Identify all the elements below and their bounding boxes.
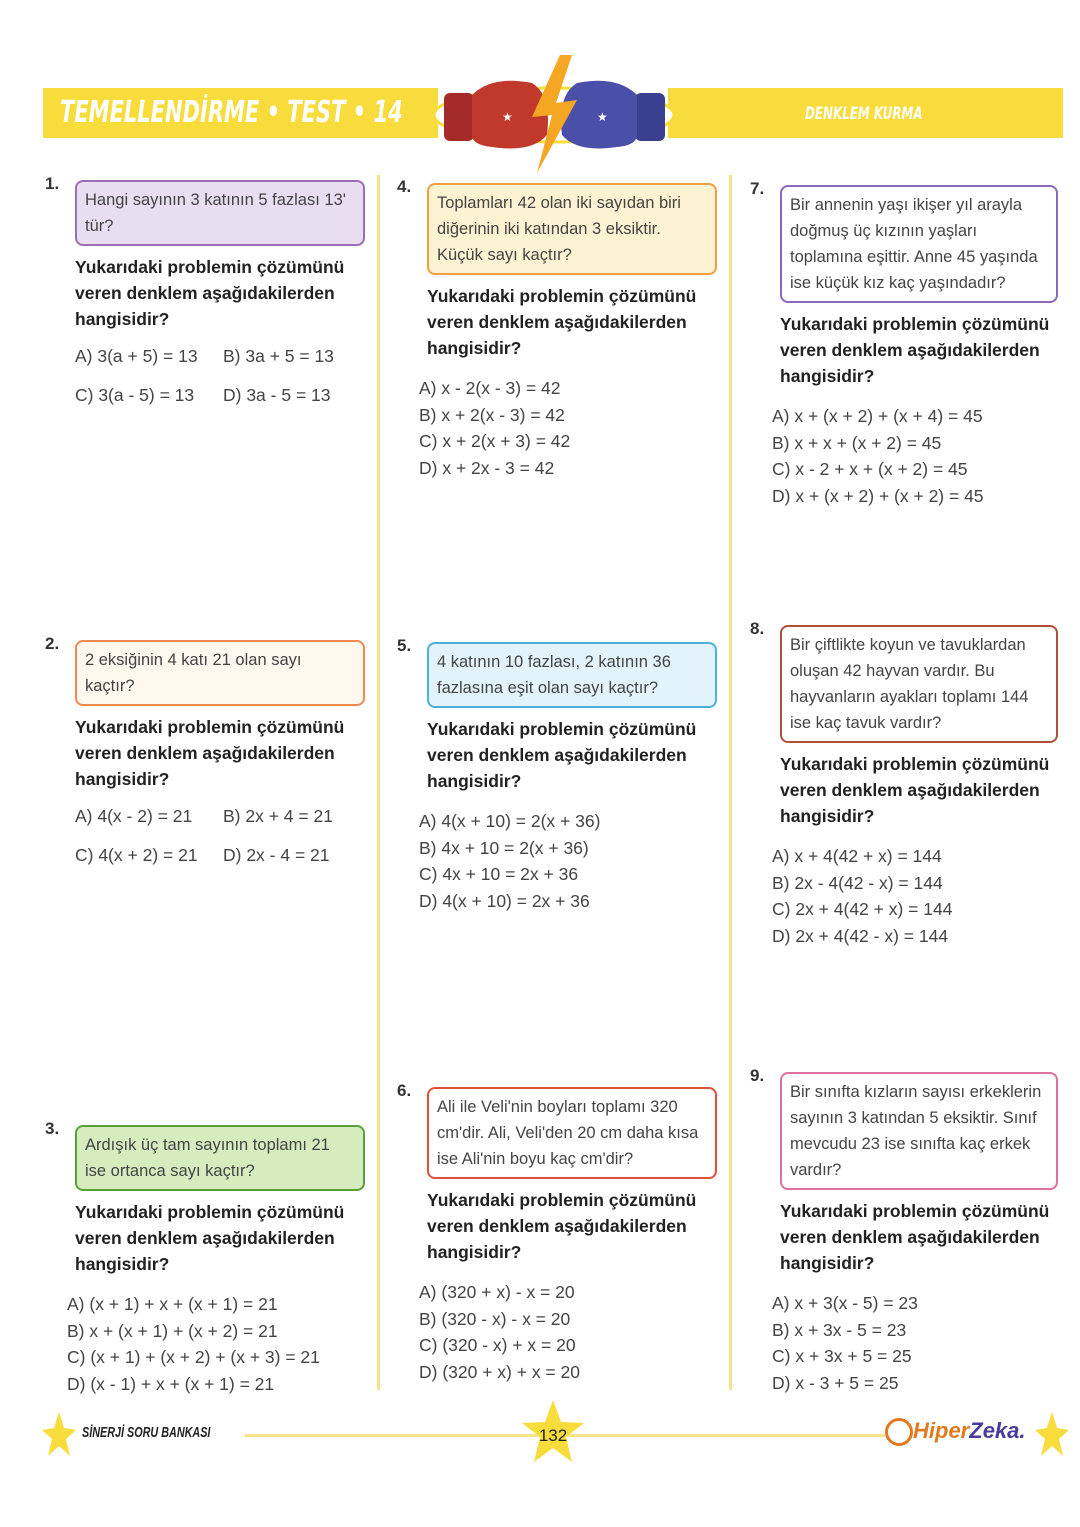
answer-option[interactable]: A) x + 4(42 + x) = 144 [772, 846, 942, 866]
answer-option[interactable]: C) (x + 1) + (x + 2) + (x + 3) = 21 [67, 1347, 320, 1367]
answer-options [75, 346, 365, 406]
question-3 [45, 1119, 365, 1397]
answer-option[interactable]: A) 4(x + 10) = 2(x + 36) [419, 811, 601, 831]
answer-option[interactable]: B) 2x - 4(42 - x) = 144 [772, 872, 943, 893]
question-9 [750, 1066, 1070, 1396]
answer-option[interactable]: A) x + (x + 2) + (x + 4) = 45 [772, 406, 983, 426]
question-prompt: Yukarıdaki problemin çözümünü veren denklem aşağıdakilerden hangisidir? [780, 314, 1050, 386]
logo-text-part2: Zeka. [969, 1418, 1026, 1443]
answer-option[interactable]: B) x + 2(x - 3) = 42 [419, 404, 565, 425]
question-number: 2. [45, 634, 60, 653]
answer-option[interactable]: B) x + (x + 1) + (x + 2) = 21 [67, 1320, 278, 1341]
answer-option[interactable]: A) 3(a + 5) = 13 [75, 346, 198, 366]
question-number: 3. [45, 1119, 60, 1138]
answer-options [67, 1291, 365, 1397]
question-text-box: Bir çiftlikte koyun ve tavuklardan oluşan 42 hayvan vardır. Bu hayvanların ayakları toplamı 144 ise kaç tavuk vardır? [780, 625, 1058, 743]
logo-text-part1: Hiper [913, 1418, 970, 1443]
answer-option[interactable]: C) 2x + 4(42 + x) = 144 [772, 899, 953, 919]
answer-option[interactable]: D) 2x - 4 = 21 [223, 845, 330, 865]
star-icon [1035, 1412, 1069, 1456]
question-prompt: Yukarıdaki problemin çözümünü veren denklem aşağıdakilerden hangisidir? [75, 1202, 345, 1274]
question-6 [397, 1081, 717, 1385]
answer-options [772, 1290, 1070, 1396]
answer-option[interactable]: C) 4(x + 2) = 21 [75, 845, 198, 865]
answer-option[interactable]: C) 4x + 10 = 2x + 36 [419, 864, 579, 884]
answer-option[interactable]: D) (320 + x) + x = 20 [419, 1361, 580, 1382]
answer-option[interactable]: D) 4(x + 10) = 2x + 36 [419, 890, 590, 911]
answer-option[interactable]: D) x + 2x - 3 = 42 [419, 457, 555, 478]
svg-text:★: ★ [502, 110, 513, 124]
answer-option[interactable]: C) 3(a - 5) = 13 [75, 385, 195, 405]
answer-option[interactable]: B) 2x + 4 = 21 [223, 806, 333, 826]
svg-text:★: ★ [597, 110, 608, 124]
answer-options [419, 808, 717, 914]
topic-title: DENKLEM KURMA [805, 104, 923, 124]
question-number: 8. [750, 619, 765, 638]
question-text-box: Hangi sayının 3 katının 5 fazlası 13' tür? [75, 180, 365, 246]
question-number: 1. [45, 174, 60, 193]
question-text-box: 4 katının 10 fazlası, 2 katının 36 fazlasına eşit olan sayı kaçtır? [427, 642, 717, 708]
question-prompt: Yukarıdaki problemin çözümünü veren denklem aşağıdakilerden hangisidir? [427, 719, 697, 791]
question-8 [750, 619, 1070, 949]
answer-options [75, 806, 365, 866]
answer-option[interactable]: A) x + 3(x - 5) = 23 [772, 1293, 918, 1313]
answer-option[interactable]: D) x + (x + 2) + (x + 2) = 45 [772, 485, 984, 506]
question-4 [397, 177, 717, 481]
question-prompt: Yukarıdaki problemin çözümünü veren denklem aşağıdakilerden hangisidir? [75, 717, 345, 789]
answer-option[interactable]: B) (320 - x) - x = 20 [419, 1308, 571, 1329]
question-text-box: Toplamları 42 olan iki sayıdan biri diğerinin iki katından 3 eksiktir. Küçük sayı kaçtır? [427, 183, 717, 275]
series-name: SİNERJİ SORU BANKASI [82, 1424, 211, 1441]
question-number: 9. [750, 1066, 765, 1085]
answer-option[interactable]: C) (320 - x) + x = 20 [419, 1335, 576, 1355]
answer-option[interactable]: B) x + 3x - 5 = 23 [772, 1319, 907, 1340]
answer-option[interactable]: A) 4(x - 2) = 21 [75, 806, 193, 826]
logo-icon [885, 1418, 913, 1446]
answer-options [419, 375, 717, 481]
page-number: 132 [538, 1426, 568, 1445]
question-2 [45, 634, 365, 866]
answer-options [772, 843, 1070, 949]
question-5 [397, 636, 717, 914]
answer-option[interactable]: C) x + 2(x + 3) = 42 [419, 431, 571, 451]
answer-option[interactable]: C) x - 2 + x + (x + 2) = 45 [772, 459, 968, 479]
question-number: 5. [397, 636, 412, 655]
answer-option[interactable]: C) x + 3x + 5 = 25 [772, 1346, 912, 1366]
answer-option[interactable]: B) x + x + (x + 2) = 45 [772, 432, 942, 453]
question-number: 7. [750, 179, 765, 198]
answer-option[interactable]: D) x - 3 + 5 = 25 [772, 1372, 899, 1393]
answer-options [772, 403, 1070, 509]
answer-options [419, 1279, 717, 1385]
question-prompt: Yukarıdaki problemin çözümünü veren denklem aşağıdakilerden hangisidir? [780, 1201, 1050, 1273]
question-text-box: Bir sınıfta kızların sayısı erkeklerin sayının 3 katından 5 eksiktir. Sınıf mevcudu 23 ise sınıfta kaç erkek vardır? [780, 1072, 1058, 1190]
page-number-badge [522, 1400, 584, 1462]
column-divider [377, 175, 380, 1390]
answer-option[interactable]: B) 3a + 5 = 13 [223, 346, 334, 366]
boxing-gloves-icon [432, 55, 677, 175]
answer-option[interactable]: A) (x + 1) + x + (x + 1) = 21 [67, 1294, 278, 1314]
question-text-box: Bir annenin yaşı ikişer yıl arayla doğmuş üç kızının yaşları toplamına eşittir. Anne 45 yaşında ise küçük kız kaç yaşındadır? [780, 185, 1058, 303]
answer-option[interactable]: D) 3a - 5 = 13 [223, 385, 331, 405]
question-prompt: Yukarıdaki problemin çözümünü veren denklem aşağıdakilerden hangisidir? [75, 257, 345, 329]
answer-option[interactable]: A) x - 2(x - 3) = 42 [419, 378, 561, 398]
answer-option[interactable]: D) 2x + 4(42 - x) = 144 [772, 925, 949, 946]
answer-option[interactable]: B) 4x + 10 = 2(x + 36) [419, 837, 589, 858]
question-prompt: Yukarıdaki problemin çözümünü veren denklem aşağıdakilerden hangisidir? [427, 286, 697, 358]
question-number: 4. [397, 177, 412, 196]
question-prompt: Yukarıdaki problemin çözümünü veren denklem aşağıdakilerden hangisidir? [780, 754, 1050, 826]
test-title: TEMELLENDİRME • TEST • 14 [60, 95, 403, 130]
question-7 [750, 179, 1070, 509]
question-text-box: Ali ile Veli'nin boyları toplamı 320 cm'dir. Ali, Veli'den 20 cm daha kısa ise Ali'nin boyu kaç cm'dir? [427, 1087, 717, 1179]
answer-option[interactable]: A) (320 + x) - x = 20 [419, 1282, 575, 1302]
answer-option[interactable]: D) (x - 1) + x + (x + 1) = 21 [67, 1373, 275, 1394]
question-1 [45, 174, 365, 406]
publisher-logo [885, 1418, 1026, 1446]
column-divider [729, 175, 732, 1390]
question-text-box: Ardışık üç tam sayının toplamı 21 ise ortanca sayı kaçtır? [75, 1125, 365, 1191]
question-text-box: 2 eksiğinin 4 katı 21 olan sayı kaçtır? [75, 640, 365, 706]
star-icon [42, 1412, 76, 1456]
question-prompt: Yukarıdaki problemin çözümünü veren denklem aşağıdakilerden hangisidir? [427, 1190, 697, 1262]
question-number: 6. [397, 1081, 412, 1100]
